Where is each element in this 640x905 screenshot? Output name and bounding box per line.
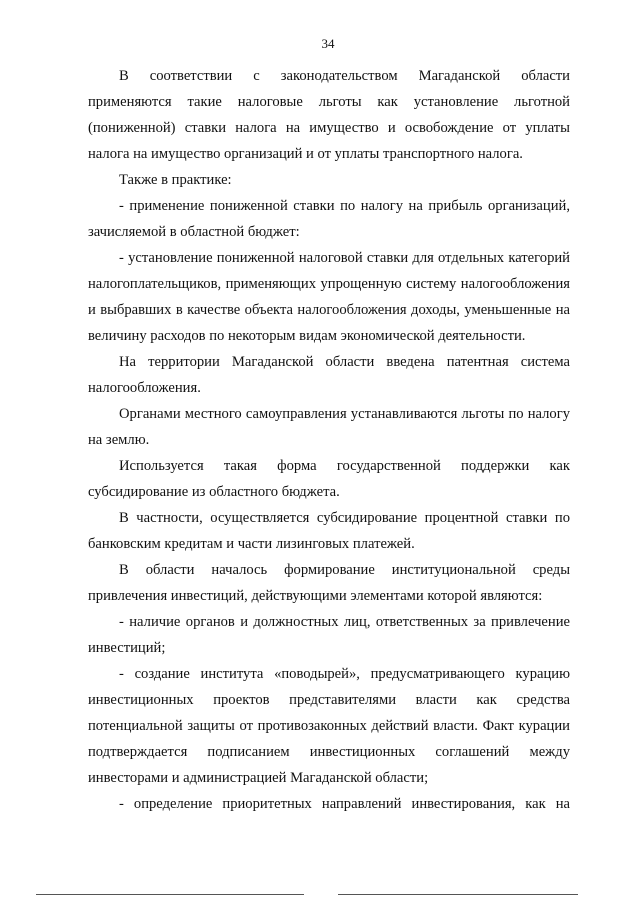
paragraph-patent-system: На территории Магаданской области введена патентная система налогообложения.: [88, 354, 570, 396]
paragraph-priority-directions: - определение приоритетных направлений инвестирования, как на: [119, 796, 570, 812]
paragraph-guides-institute: - создание института «поводырей», предусматривающего курацию инвестиционных проектов представителями власти как средства потенциальной защиты от противозаконных действий власти. Факт курации подтверждается подписанием инвестиционных соглашений между инвесторами и администрацией Магаданской области;: [88, 666, 570, 786]
paragraph-tax-benefits: В соответствии с законодательством Магаданской области применяются такие налоговые льготы как установление льготной (пониженной) ставки налога на имущество и освобождение от уплаты налога на имущество организаций и от уплаты транспортного налога.: [88, 68, 570, 162]
paragraph-land-tax: Органами местного самоуправления устанавливаются льготы по налогу на землю.: [88, 406, 570, 448]
paragraph-also-in-practice: Также в практике:: [119, 172, 232, 188]
paragraph-simplified-taxation: - установление пониженной налоговой ставки для отдельных категорий налогоплательщиков, применяющих упрощенную систему налогообложения и выбравших в качестве объекта налогообложения доходы, уменьшенные на величину расходов по некоторым видам экономической деятельности.: [88, 250, 570, 344]
paragraph-institutional-environment: В области началось формирование институциональной среды привлечения инвестиций, действующими элементами которой являются:: [88, 562, 570, 604]
page-number: 34: [321, 36, 335, 51]
footer-rule-right: [338, 894, 578, 895]
paragraph-interest-subsidy: В частности, осуществляется субсидирование процентной ставки по банковским кредитам и части лизинговых платежей.: [88, 510, 570, 552]
paragraph-subsidies: Используется такая форма государственной поддержки как субсидирование из областного бюджета.: [88, 458, 570, 500]
footer-rule: [0, 894, 640, 895]
paragraph-profit-tax-rate: - применение пониженной ставки по налогу на прибыль организаций, зачисляемой в областной бюджет:: [88, 198, 570, 240]
footer-rule-left: [36, 894, 304, 895]
document-body: [88, 63, 570, 817]
paragraph-responsible-officials: - наличие органов и должностных лиц, ответственных за привлечение инвестиций;: [88, 614, 570, 656]
